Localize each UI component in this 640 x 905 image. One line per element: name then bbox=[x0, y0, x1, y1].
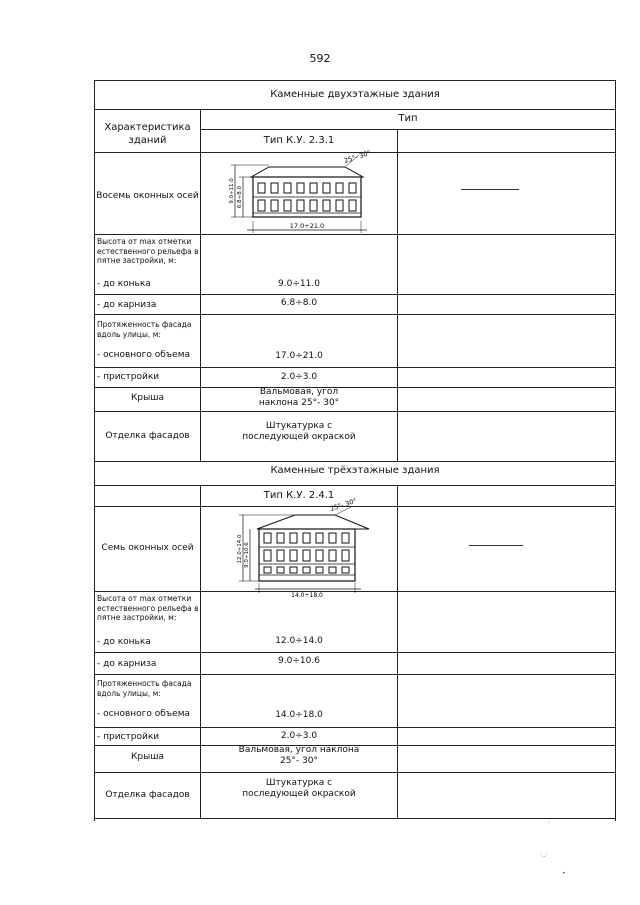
section2-title: Каменные трёхэтажные здания bbox=[270, 465, 440, 476]
section1-roof-label: Крыша bbox=[131, 393, 164, 403]
section1-empty-dash bbox=[461, 189, 519, 190]
section2-finish-value-1: Штукатурка с bbox=[265, 778, 333, 788]
section1-main-value: 17.0÷21.0 bbox=[275, 351, 323, 361]
section1-finish-value-2: последующей окраской bbox=[242, 432, 356, 442]
section1-type-name: Тип К.У. 2.3.1 bbox=[263, 135, 335, 146]
section2-axes-label: Семь оконных осей bbox=[101, 543, 194, 553]
section2-ridge-label: - до конька bbox=[97, 637, 151, 647]
section1-facade-header: Протяженность фасада вдоль улицы, м: bbox=[97, 320, 192, 339]
section2-main-value: 14.0÷18.0 bbox=[275, 710, 323, 720]
section1-main-label: - основного объема bbox=[97, 350, 191, 360]
section1-ridge-label: - до конька bbox=[97, 279, 151, 289]
section2-ext-label: - пристройки bbox=[97, 732, 160, 742]
section2-width-dim: 14.0÷18.0 bbox=[291, 592, 323, 599]
page-number: 592 bbox=[309, 52, 331, 65]
section2-empty-dash bbox=[469, 545, 523, 546]
section2-eaves-value: 9.0÷10.6 bbox=[278, 656, 320, 666]
building-3-storey-drawing bbox=[235, 496, 375, 599]
section1-eaves-dim: 6.8÷8.0 bbox=[237, 185, 243, 209]
section1-height-header: Высота от max отметки естественного рельефа в пятне застройки, м: bbox=[97, 237, 199, 265]
section1-roof-value-1: Вальмовая, угол bbox=[259, 387, 339, 397]
section2-roof-value-2: 25°- 30° bbox=[279, 756, 318, 766]
section1-finish-label: Отделка фасадов bbox=[105, 431, 190, 441]
section2-eaves-label: - до карниза bbox=[97, 659, 157, 669]
section2-roof-value-1: Вальмовая, угол наклона bbox=[238, 745, 360, 755]
section2-type-name: Тип К.У. 2.4.1 bbox=[263, 490, 335, 501]
section2-ext-value: 2.0÷3.0 bbox=[280, 731, 318, 741]
section2-finish-label: Отделка фасадов bbox=[105, 790, 190, 800]
section1-height-dim: 9.0÷11.0 bbox=[229, 178, 235, 204]
section1-eaves-label: - до карниза bbox=[97, 300, 157, 310]
section1-eaves-value: 6.8÷8.0 bbox=[280, 298, 318, 308]
section2-height-header: Высота от max отметки естественного рельефа в пятне застройки, м: bbox=[97, 594, 199, 622]
section2-height-dim: 12.0÷14.0 bbox=[237, 534, 243, 564]
section2-main-label: - основного объема bbox=[97, 709, 191, 719]
building-2-storey-drawing bbox=[229, 148, 379, 239]
section2-angle-dim: 25°- 30° bbox=[329, 496, 358, 513]
section2-ridge-value: 12.0÷14.0 bbox=[275, 636, 323, 646]
section1-ridge-value: 9.0÷11.0 bbox=[278, 279, 320, 289]
col-type-header: Тип bbox=[398, 113, 418, 124]
section1-ext-value: 2.0÷3.0 bbox=[280, 372, 318, 382]
section1-axes-label: Восемь оконных осей bbox=[96, 191, 199, 201]
col-characteristic-header: Характеристика зданий bbox=[104, 122, 191, 146]
section1-width-dim: 17.0÷21.0 bbox=[289, 222, 325, 230]
section1-roof-value-2: наклона 25°- 30° bbox=[258, 398, 340, 408]
characteristics-table bbox=[94, 80, 616, 821]
section1-title: Каменные двухэтажные здания bbox=[270, 89, 440, 100]
section1-finish-value-1: Штукатурка с bbox=[265, 421, 333, 431]
section1-angle-dim: 25°- 30° bbox=[343, 148, 372, 165]
section1-ext-label: - пристройки bbox=[97, 372, 160, 382]
section2-facade-header: Протяженность фасада вдоль улицы, м: bbox=[97, 679, 192, 698]
section2-finish-value-2: последующей окраской bbox=[242, 789, 356, 799]
section2-eaves-dim: 9.0÷10.6 bbox=[244, 542, 250, 568]
section2-roof-label: Крыша bbox=[131, 752, 164, 762]
